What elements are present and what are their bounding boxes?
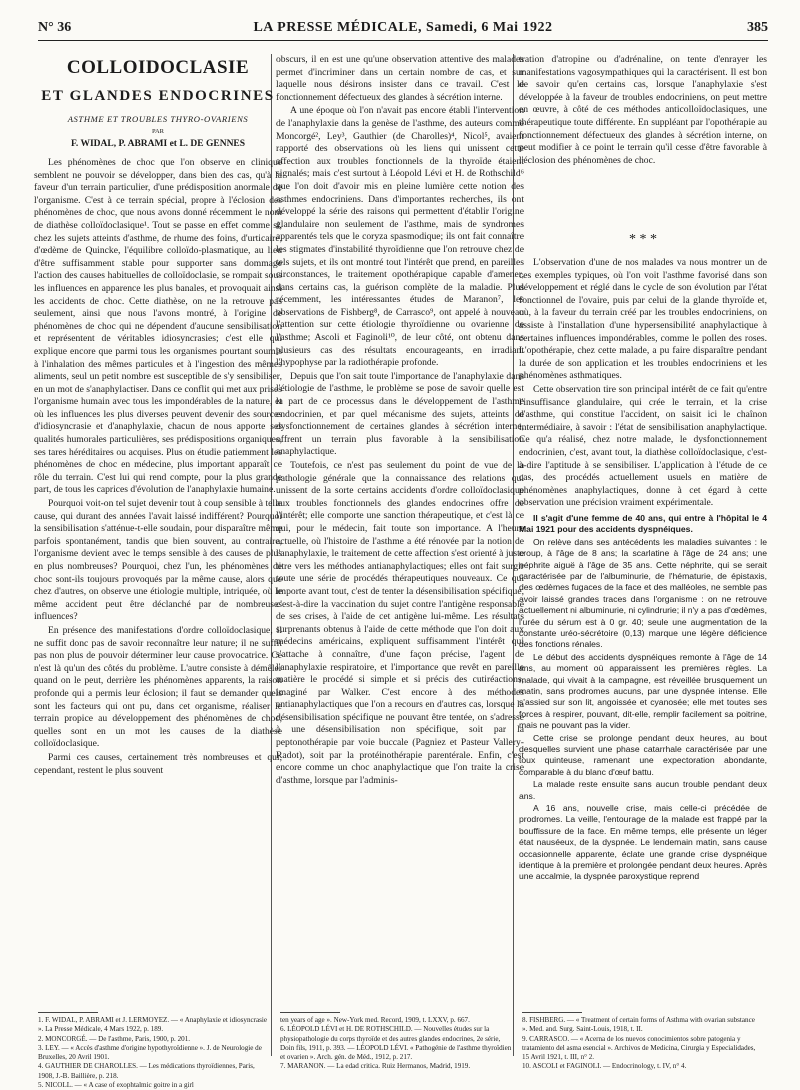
paragraph: tration d'atropine ou d'adrénaline, on tente d'enrayer les manifestations vagosympathiques qui la caractérisent. Il est bon de savoir qu'en certains cas, lorsque l'anaphylaxie s'est développée à la faveur de troubles endocriniens, on peut mettre en œuvre, à côté de ces méthodes anticolloïdoclasiques, une thérapeutique toute différente. En suppléant par l'opothérapie au fonctionnement défectueux des glandes à sécrétion interne, on peut modifier à ce point le terrain qu'il cesse d'être favorable à l'éclosion des phénomènes de choc. — [519, 54, 767, 166]
page-header — [38, 20, 768, 41]
article-authors: F. WIDAL, P. ABRAMI et L. DE GENNES — [70, 139, 246, 149]
footnote-rule — [38, 1012, 98, 1013]
footnote: 5. NICOLL. — « A case of exophtalmic goitre in a girl — [38, 1081, 194, 1090]
byline-par: PAR — [151, 128, 165, 135]
page-number: 385 — [747, 20, 768, 35]
issue-number: N° 36 — [38, 20, 72, 35]
paragraph: A 16 ans, nouvelle crise, mais celle-ci précédée de prodromes. La veille, l'entourage de la malade est frappé par la bouffissure de la face. En même temps, elle présente un léger état nauséeux, de la dyspnée. Le lendemain matin, sans cause occasionnelle apparente, éclate une grande crise dyspnéique identique à la première et prolongée pendant deux heures. Après une accalmie, la dyspnée paroxystique reprend — [519, 803, 767, 882]
footnote: 9. CARRASCO. — « Acerna de los nuevos conocimientos sobre patogenia y tratamiento del asma esencial ». Archivos de Medicina, Cirurgia y Especialidades, 15 Avril 1921, t. III, n° 2. — [522, 1034, 756, 1062]
footnote: 1. F. WIDAL, P. ABRAMI et J. LERMOYEZ. — « Anaphylaxie et idiosyncrasie ». La Presse Médicale, 4 Mars 1922, p. 189. — [38, 1016, 268, 1034]
article-title-line2: ET GLANDES ENDOCRINES — [41, 88, 275, 104]
paragraph: Toutefois, ce n'est pas seulement du point de vue de la pathologie générale que la connaissance des relations qui unissent de la sorte certains accidents d'ordre colloïdoclasique aux troubles fonctionnels des glandes endocrines offre de l'intérêt; elle comporte une sanction thérapeutique, et c'est là ce qui, pour le médecin, fait toute son importance. A l'heure actuelle, où l'histoire de l'asthme a été rénovée par la notion de l'anaphylaxie, le traitement de cette affection s'est orienté à juste titre vers les méthodes antianaphylactiques; elles ont fait surgir toute une série de procédés thérapeutiques nouveaux. Ce qui importe avant tout, c'est de tenter la désensibilisation spécifique, c'est-à-dire la vaccination du sujet contre l'antigène responsable de ses crises, à l'aide de cet antigène lui-même. Les résultats surprenants obtenus à l'aide de cette méthode que l'on doit aux médecins américains, expliquent suffisamment l'intérêt qui s'attache à connaître, d'une façon précise, l'agent de l'anaphylaxie respiratoire, et l'importance que revêt en pareille matière le procédé si simple et si précis des cutiréactions, imaginé par Walker. C'est encore à des méthodes antianaphylactiques que l'on a recours en d'autres cas, lorsque la désensibilisation spécifique ne pouvant être tentée, on s'adresse à une désensibilisation non spécifique, soit par la peptonothérapie par voie buccale (Pagniez et Pasteur Vallery-Radot), soit par la protéinothérapie parentérale. Enfin, c'est encore comme un choc anaphylactique que l'on traite la crise d'asthme, lorsque par l'adminis- — [276, 460, 524, 786]
footnote: ten years of age ». New-York med. Record, 1909, t. LXXV, p. 667. — [280, 1016, 470, 1024]
footnote: 10. ASCOLI et FAGINOLI. — Endocrinology, t. IV, n° 4. — [522, 1062, 687, 1071]
article-subtitle: ASTHME ET TROUBLES THYRO-OVARIENS — [67, 114, 249, 124]
footnote: 4. GAUTHIER DE CHAROLLES. — Les médications thyroïdiennes, Paris, 1908, J.-B. Baillière, p. 218. — [38, 1062, 255, 1080]
paragraph: Parmi ces causes, certainement très nombreuses et qui, cependant, restent le plus souvent — [34, 751, 282, 776]
footnote: 8. FISHBERG. — « Treatment of certain forms of Asthma with ovarian substance ». Med. and. Surg. Saint-Louis, 1918, t. II. — [522, 1016, 755, 1034]
footnote: 2. MONCORGÉ. — De l'asthme, Paris, 1900, p. 201. — [38, 1034, 191, 1043]
column-3 — [519, 54, 767, 1056]
paragraph: La malade reste ensuite sans aucun trouble pendant deux ans. — [519, 779, 767, 801]
journal-title-date: LA PRESSE MÉDICALE, Samedi, 6 Mai 1922 — [253, 20, 553, 35]
footnote: 6. LÉOPOLD LÉVI et H. DE ROTHSCHILD. — Nouvelles études sur la physiopathologie du corps thyroïde et des autres glandes endocrines, 2e série, Doin fils, 1911, p. 393. — LÉOPOLD LÉVI. « Pathogénie de l'asthme thyroïdien et ovarien ». Arch. gén. de Méd., 1912, p. 217. — [280, 1025, 512, 1062]
column-1 — [34, 54, 282, 1056]
paragraph: En présence des manifestations d'ordre colloïdoclasique, il ne suffit donc pas de savoir reconnaître leur nature; il ne suffit pas non plus de pouvoir déterminer leur cause provocatrice. Ce n'est là qu'un des côtés du problème. L'autre consiste à démêler quand on le peut, derrière les phénomènes apparents, la raison profonde qui a permis leur éclosion; il faut se demander quels sont les facteurs qui ont pu, dans cet organisme, réaliser le terrain propice au développement des phénomènes de choc, quelles sont en un mot les causes de la diathèse colloïdoclasique. — [34, 624, 282, 750]
paragraph: obscurs, il en est une qu'une observation attentive des malades permet d'incriminer dans un certain nombre de cas, et sur laquelle nous désirons insister dans ce travail. C'est le fonctionnement défectueux des glandes à sécrétion interne. — [276, 54, 524, 103]
paragraph: A une époque où l'on n'avait pas encore établi l'intervention de l'anaphylaxie dans la genèse de l'asthme, des auteurs comme Moncorgé², Ley³, Gauthier (de Charolles)⁴, Nicol⁵, avaient rapporté des observations où les liens qui unissent cette affection aux troubles fonctionnels de la thyroïde étaient signalés; mais c'est surtout à Léopold Lévi et H. de Rothschild⁶ que l'on doit d'avoir mis en pleine lumière cette notion des asthmes endocriniens. Dans d'importantes recherches, ils ont développé la série des raisons qui permettent d'établir l'origine glandulaire non seulement de l'asthme, mais de syndromes apparentés tels que le coryza spasmodique; ils ont fait connaître les stigmates d'instabilité thyroïdienne que l'on retrouve chez de tels sujets, et ils ont montré tout l'intérêt que prend, en pareilles circonstances, le traitement opothérapique capable d'amener, dans certains cas, la guérison complète de la maladie. Plus récemment, les intéressantes études de Maranon⁷, les observations de Fishberg⁸, de Carrasco⁹, ont appelé à nouveau l'attention sur cette étiologie thyroïdienne ou ovarienne de l'asthme; Ascoli et Faginoli¹⁰, de leur côté, ont obtenu dans plusieurs cas des résultats encourageants, en irradiant l'hypophyse par la radiothérapie profonde. — [276, 105, 524, 369]
article-title-line1: COLLOIDOCLASIE — [66, 57, 250, 78]
footnotes-column-1 — [38, 1016, 272, 1090]
column-2-body — [276, 54, 524, 788]
paragraph: On relève dans ses antécédents les maladies suivantes : le croup, à l'âge de 8 ans; la scarlatine à l'âge de 24 ans; une néphrite aiguë à l'âge de 35 ans. Cette néphrite, qui se serait caractérisée par de l'albuminurie, de l'hématurie, de épistaxis, des œdèmes fugaces de la face et des malléoles, ne semble pas avoir laissé grandes traces dans l'organisme : on ne retrouve actuellement ni albuminurie, ni cylindrurie; il n'y a pas d'œdèmes, l'urée du sérum est à 0 gr. 40; seule une augmentation de la constante uréo-sécrétoire (0,13) marque une légère déficience des fonctions rénales. — [519, 536, 767, 650]
footnote-rule — [280, 1012, 340, 1013]
paragraph: Les phénomènes de choc que l'on observe en clinique semblent ne pouvoir se développer, dans bien des cas, qu'à la faveur d'un terrain particulier, d'une prédisposition anormale de l'organisme. C'est à ce terrain spécial, propre à l'éclosion des phénomènes de choc, que nous avons donné récemment le nom de diathèse colloïdoclasique¹. Tout se passe en effet comme si, chez les sujets atteints d'asthme, de rhume des foins, d'urticaire, d'œdème de Quincke, l'équilibre colloïdo-plasmatique, au lieu d'être suffisamment stable pour supporter sans dommage l'action des causes habituelles de colloïdoclasie, se rompait sous les influences en apparence les plus banales, et provoquait ainsi les accidents de choc. Cette diathèse, on ne la retrouve pas seulement, ainsi que nous l'avons montré, à l'origine de phénomènes de choc qui ne dépendent d'aucune sensibilisation et représentent de véritables idiosyncrasies; c'est elle qui explique encore que parmi tous les organismes pourtant soumis à l'inhalation des mêmes particules et à l'ingestion des mêmes aliments, seul un petit nombre est susceptible de s'y sensibiliser, en un mot de s'anaphylactiser. Dans ce conflit qui met aux prises l'organisme humain avec tous les impondérables de la nature, et où les influences les plus diverses peuvent devenir des sources d'idiosyncrasie et d'anaphylaxie, chacun de nous apporte ses qualités humorales particulières, ses prédispositions organiques, ses tares héréditaires ou acquises. Plus on étudie patiemment les phénomènes de choc en médecine, plus important apparaît ce rôle du terrain. C'est lui qui rend compte, pour la plus grande part, de tous les caprices d'évolution de l'anaphylaxie humaine. — [34, 157, 282, 496]
column-3-continued — [519, 257, 767, 884]
footnotes-column-2 — [280, 1016, 514, 1072]
paragraph: Le début des accidents dyspnéiques remonte à l'âge de 14 ans, au moment où apparaissent les premières règles. La malade, qui vivait à la campagne, est réveillée brusquement un matin, sans prodromes aucuns, par une dyspnée intense. Elle s'assied sur son lit, angoissée et cyanosée; elle met toutes ses forces à respirer, pouvant, dit-elle, remplir facilement sa poitrine, mais ne pouvant pas la vider. — [519, 651, 767, 731]
footnote-rule — [522, 1012, 582, 1013]
section-separator-stars: * * * — [629, 232, 657, 247]
footnotes-column-3 — [522, 1016, 756, 1072]
case-report — [519, 513, 767, 883]
paragraph: Cette crise se prolonge pendant deux heures, au bout desquelles survient une phase catarrhale caractérisée par une toux quinteuse, ramenant une expectoration abondante, comparable à du blanc d'œuf battu. — [519, 732, 767, 777]
paragraph: Pourquoi voit-on tel sujet devenir tout à coup sensible à telle cause, qui durant des années l'avait laissé indifférent? Pourquoi la sensibilisation s'atténue-t-elle soudain, pour disparaître même parfois spontanément, tandis que bien souvent, au contraire, l'organisme devient avec le temps sensible à des causes de plus en plus nombreuses? Pourquoi, chez l'un, les phénomènes de choc sont-ils toujours provoqués par la même cause, alors que chez d'autres, on observe une étiologie multiple, intriquée, où le même accident peut être déclanché par de nombreuses influences? — [34, 498, 282, 623]
paragraph: Il s'agit d'une femme de 40 ans, qui entre à l'hôpital le 4 Mai 1921 pour des accidents dyspnéiques. — [519, 512, 767, 535]
column-3-body — [519, 54, 767, 168]
paragraph: Depuis que l'on sait toute l'importance de l'anaphylaxie dans l'étiologie de l'asthme, le problème se pose de savoir quelle est la part de ce processus dans le développement de l'asthme endocrinien, et par quel mécanisme des sujets, atteints de dysfonctionnement de certaines glandes à sécrétion interne, offrent un terrain plus favorable à la sensibilisation anaphylactique. — [276, 370, 524, 458]
paragraph: Cette observation tire son principal intérêt de ce fait qu'entre l'insuffisance glandulaire, qui crée le terrain, et la crise d'asthme, qui constitue l'accident, on saisit ici le chaînon intermédiaire, à savoir : l'état de sensibilisation anaphylactique. Ce qu'a réalisé, chez notre malade, le dysfonctionnement endocrinien, c'est, avant tout, la diathèse colloïdoclasique, c'est-à-dire l'aptitude à se sensibiliser. L'application à l'étude de ce cas, des procédés actuellement usuels en matière de phénomènes anaphylactiques, donne à cet égard à cette observation une précision vraiment expérimentale. — [519, 383, 767, 509]
footnote: 7. MARANON. — La edad critica. Ruiz Hermanos, Madrid, 1919. — [280, 1062, 471, 1071]
paragraph: L'observation d'une de nos malades va nous montrer un de ces exemples typiques, où l'on voit l'asthme favorisé dans son développement et réglé dans le cycle de son évolution par l'état fonctionnel de l'ovaire, puis par celui de la glande thyroïde et, où, à la faveur du terrain créé par les troubles endocriniens, on assiste à l'installation d'une hypersensibilité anaphylactique à certaines influences impondérables, comme le pollen des roses. L'opothérapie, chez cette malade, a pu faire disparaître pendant la durée de son application et les troubles endocriniens et les phénomènes asthmatiques. — [519, 257, 767, 382]
column-1-body — [34, 157, 282, 778]
column-2 — [276, 54, 524, 1056]
footnote: 3. LEY. — « Accès d'asthme d'origine hypothyroïdienne ». J. de Neurologie de Bruxelles, 20 Avril 1901. — [38, 1043, 262, 1062]
